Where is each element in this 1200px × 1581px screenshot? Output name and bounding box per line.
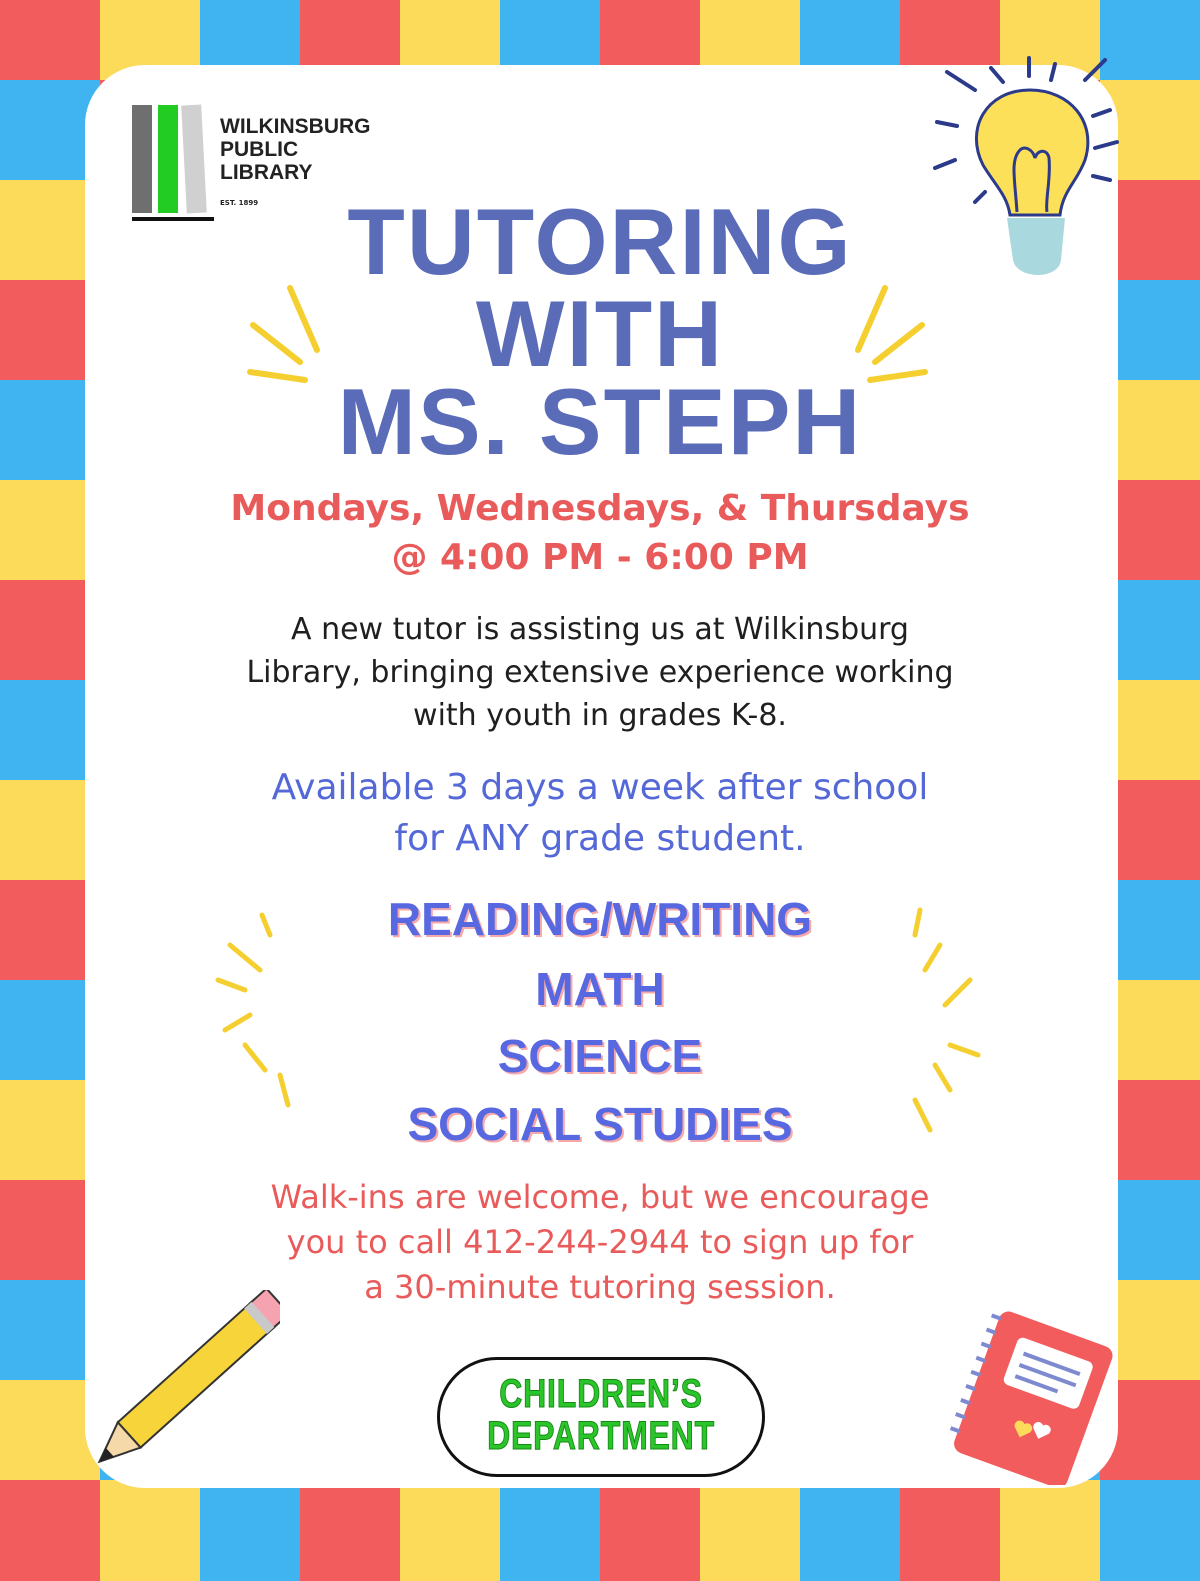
logo-est: EST. 1899 [220,199,259,207]
walk-ins-line: Walk-ins are welcome, but we encourage [270,1178,930,1216]
checker-square [900,1480,1001,1581]
checker-square [300,1480,401,1581]
logo-line: PUBLIC [220,138,299,161]
subject-item: READING/WRITING [387,893,813,945]
title-line: MS. STEPH [337,369,863,474]
checker-square [1100,1480,1200,1581]
badge-line: CHILDREN’S [499,1372,703,1416]
checker-square [800,1480,901,1581]
description-line: Library, bringing extensive experience working [246,655,954,690]
availability-line: for ANY grade student. [394,818,806,859]
checker-square [400,1480,501,1581]
walk-ins-line: you to call 412-244-2944 to sign up for [286,1223,914,1261]
logo-line: WILKINSBURG [220,115,371,138]
checker-square [600,1480,701,1581]
title-line: TUTORING [347,189,853,294]
subject-item: MATH [535,963,665,1015]
checker-square [700,1480,801,1581]
badge-line: DEPARTMENT [487,1414,715,1458]
notebook-icon [945,1305,1125,1485]
checker-square [1000,1480,1101,1581]
title-line: WITH [475,281,725,386]
schedule-days: Mondays, Wednesdays, & Thursdays [230,488,970,529]
checker-square [500,1480,601,1581]
childrens-department-badge [437,1357,765,1477]
subject-item: SOCIAL STUDIES [407,1098,793,1150]
logo-line: LIBRARY [220,161,313,184]
availability-line: Available 3 days a week after school [271,767,929,808]
walk-ins-line: a 30-minute tutoring session. [364,1268,836,1306]
logo-text [220,115,371,184]
checker-square [0,0,101,81]
schedule-time: @ 4:00 PM - 6:00 PM [391,537,809,578]
description-line: A new tutor is assisting us at Wilkinsburg [291,612,909,647]
pencil-icon [50,1290,280,1510]
subject-item: SCIENCE [497,1030,703,1082]
description-line: with youth in grades K-8. [413,698,787,733]
